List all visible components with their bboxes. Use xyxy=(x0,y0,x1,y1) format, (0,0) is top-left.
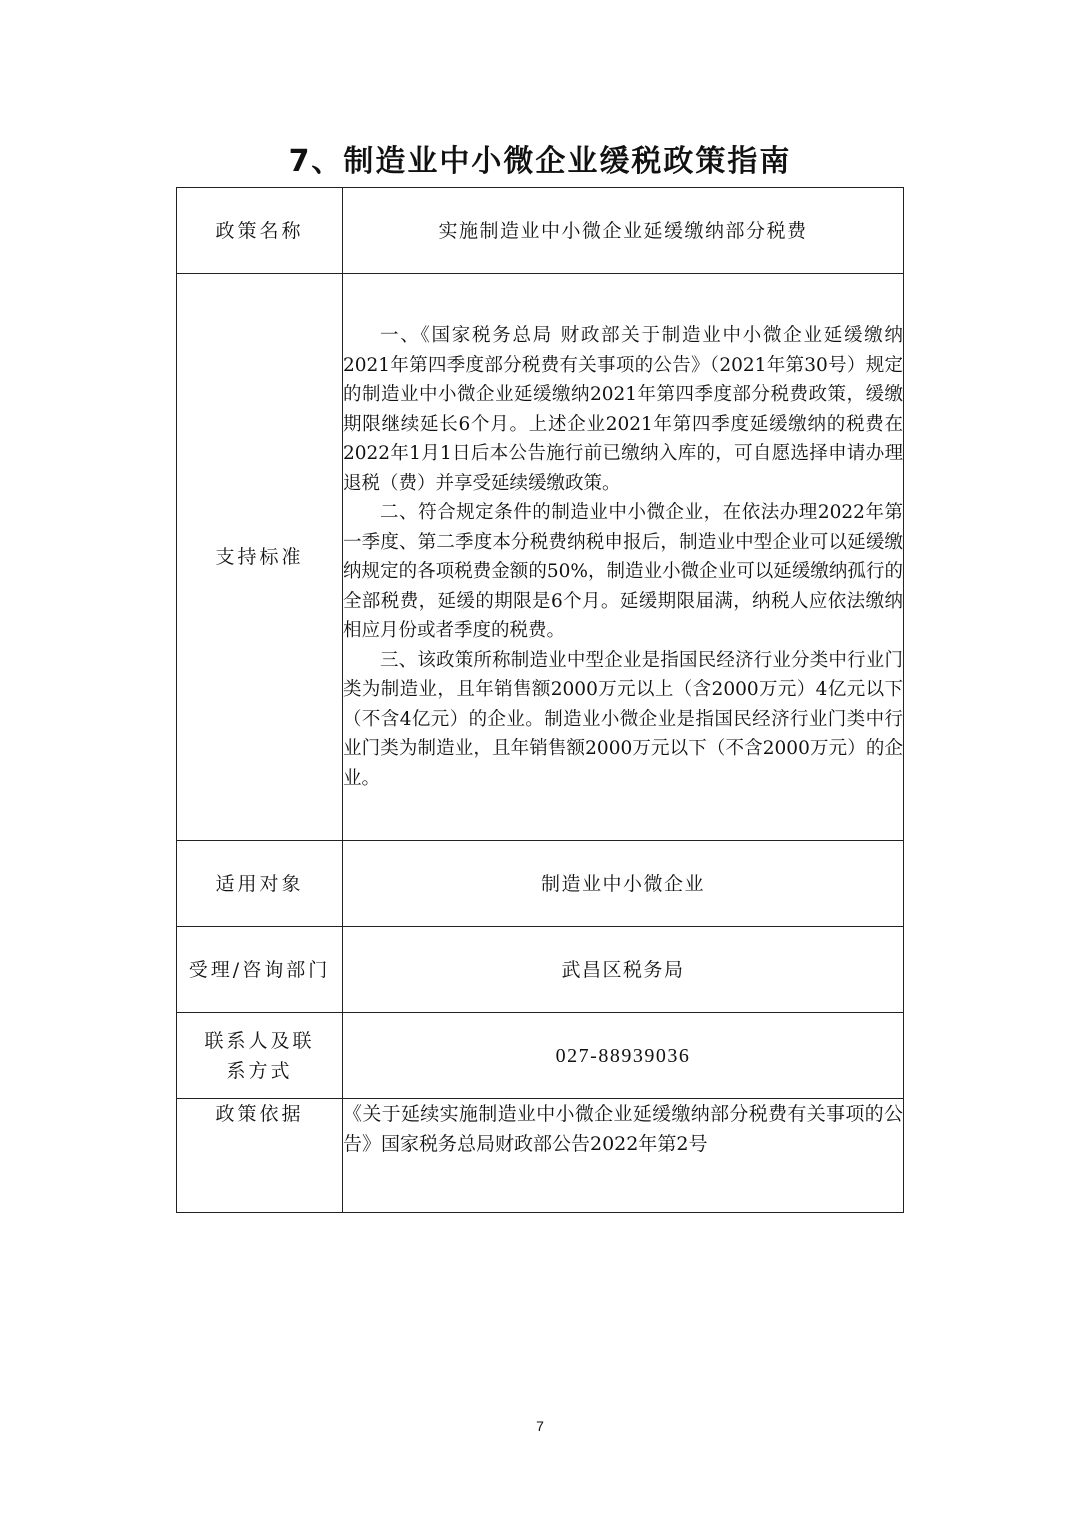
support-standard-label: 支持标准 xyxy=(177,274,343,841)
basis-label: 政策依据 xyxy=(177,1099,343,1213)
applicable-object-label: 适用对象 xyxy=(177,841,343,927)
table-row-department xyxy=(177,927,904,1013)
table-row-applicable-object xyxy=(177,841,904,927)
support-standard-paragraph-3: 三、该政策所称制造业中型企业是指国民经济行业分类中行业门类为制造业，且年销售额2000万元以上（含2000万元）4亿元以下（不含4亿元）的企业。制造业小微企业是指国民经济行业门类中行业门类为制造业，且年销售额2000万元以下（不含2000万元）的企业。 xyxy=(343,649,903,789)
support-standard-paragraph-2: 二、符合规定条件的制造业中小微企业，在依法办理2022年第一季度、第二季度本分税费纳税申报后，制造业中型企业可以延缓缴纳规定的各项税费金额的50%，制造业小微企业可以延缓缴纳孤行的全部税费，延缓的期限是6个月。延缓期限届满，纳税人应依法缴纳相应月份或者季度的税费。 xyxy=(343,502,903,641)
basis-value: 《关于延续实施制造业中小微企业延缓缴纳部分税费有关事项的公告》国家税务总局财政部公告2022年第2号 xyxy=(343,1099,904,1213)
table-row-policy-name xyxy=(177,188,904,274)
department-value: 武昌区税务局 xyxy=(343,927,904,1013)
table-row-support-standard xyxy=(177,274,904,841)
table-row-contact xyxy=(177,1013,904,1099)
page-title: 7、制造业中小微企业缓税政策指南 xyxy=(288,144,792,179)
department-label: 受理/咨询部门 xyxy=(177,927,343,1013)
applicable-object-value: 制造业中小微企业 xyxy=(343,841,904,927)
contact-value: 027-88939036 xyxy=(343,1013,904,1099)
policy-name-value: 实施制造业中小微企业延缓缴纳部分税费 xyxy=(343,188,904,274)
support-standard-paragraph-1: 一、《国家税务总局 财政部关于制造业中小微企业延缓缴纳2021年第四季度部分税费有关事项的公告》（2021年第30号）规定的制造业中小微企业延缓缴纳2021年第四季度部分税费政策，缓缴期限继续延长6个月。上述企业2021年第四季度延缓缴纳的税费在2022年1月1日后本公告施行前已缴纳入库的，可自愿选择申请办理退税（费）并享受延续缓缴政策。 xyxy=(343,325,903,494)
page-number: 7 xyxy=(536,1418,544,1434)
table-row-basis xyxy=(177,1099,904,1213)
contact-label: 联系人及联系方式 xyxy=(177,1013,343,1099)
support-standard-content xyxy=(343,274,904,841)
policy-table xyxy=(176,187,904,1213)
policy-name-label: 政策名称 xyxy=(177,188,343,274)
